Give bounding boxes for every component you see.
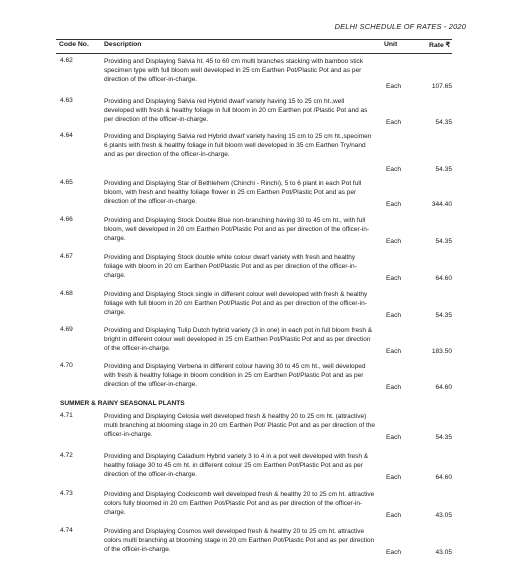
row-rate: 54.35 [435,312,452,319]
table-row [0,132,506,179]
header-rule-bottom [56,53,452,54]
row-description: Providing and Displaying Tulip Dutch hybrid variety (3 in one) in each pot in full bloom fresh & bright in different colour well developed in 25 cm Earthen Pot/Plastic Pot and as per direction of the officer-in-charge. [104,327,373,353]
row-code: 4.68 [60,290,73,297]
header-rate: Rate ₹ [429,42,450,49]
row-unit: Each [386,512,402,519]
row-description: Providing and Displaying Celosia well developed fresh & healthy 20 to 25 cm ht. (attractive) multi branching at blooming stage in 20 cm Earthen Pot/ Plastic Pot and as per direction of the officer-in-charge. [104,413,375,439]
row-rate: 43.05 [435,512,452,519]
row-rate: 54.35 [435,119,452,126]
row-unit: Each [386,384,402,391]
section-heading [0,398,506,412]
table-row [0,326,506,362]
header-description: Description [104,41,142,48]
section-title: SUMMER & RAINY SEASONAL PLANTS [60,400,185,407]
table-row [0,57,506,97]
table-row [0,290,506,326]
row-unit: Each [386,201,402,208]
document-title: DELHI SCHEDULE OF RATES - 2020 [334,22,466,31]
row-description: Providing and Displaying Salvia red Hybrid dwarf variety having 15 to 25 cm ht.,well developed with fresh & healthy foliage in full bloom in 20 cm Earthen pot /Plastic Pot and as per direction of the officer-in-charge. [104,98,368,124]
row-code: 4.70 [60,362,73,369]
row-description: Providing and Displaying Stock single in different colour well developed with fresh & healthy foliage with full bloom in 20 cm Earthen Pot/Plastic Pot and as per direction of the officer-in-charge. [104,291,368,317]
table-row [0,490,506,527]
header-code: Code No. [59,41,89,48]
row-code: 4.65 [60,179,73,186]
row-unit: Each [386,549,402,556]
table-body [0,57,506,563]
row-code: 4.69 [60,326,73,333]
row-unit: Each [386,474,402,481]
row-description: Providing and Displaying Salvia ht. 45 to 60 cm multi branches stacking with bamboo stick specimen type with full bloom well developed in 25 cm Earthen Pot/Plastic Pot and as per direction of the officer-in-charge. [104,58,364,84]
row-unit: Each [386,83,402,90]
row-unit: Each [386,238,402,245]
row-unit: Each [386,119,402,126]
row-unit: Each [386,434,402,441]
table-row [0,216,506,253]
row-unit: Each [386,166,402,173]
row-code: 4.72 [60,452,73,459]
row-rate: 54.35 [435,166,452,173]
table-row [0,179,506,216]
table-row [0,412,506,452]
row-rate: 54.35 [435,238,452,245]
table-row [0,253,506,290]
row-description: Providing and Displaying Verbena in different colour having 30 to 45 cm ht., well developed with fresh & healthy foliage in bloom condition in 25 cm Earthen Pot/Plastic Pot and as per direction of the officer-in-charge. [104,363,366,389]
table-header [56,40,452,53]
row-unit: Each [386,312,402,319]
row-unit: Each [386,348,402,355]
row-unit: Each [386,275,402,282]
row-description: Providing and Displaying Salvia red Hybrid dwarf variety having 15 cm to 25 cm ht.,specimen 6 plants with fresh & healthy foliage in full bloom well developed in 35 cm Earthen Try/nand and as per direction of the officer-in-charge. [104,133,372,159]
row-code: 4.66 [60,216,73,223]
row-rate: 64.60 [435,474,452,481]
row-code: 4.62 [60,57,73,64]
row-description: Providing and Displaying Star of Bethlehem (Chinchi - Rinchi), 5 to 6 plant in each Pot full bloom, with fresh and healthy foliage flower in 25 cm Earthen Pot/Plastic Pot and as per direction of the officer-in-charge. [104,180,362,206]
row-code: 4.73 [60,490,73,497]
row-rate: 54.35 [435,434,452,441]
row-rate: 107.65 [431,83,452,90]
row-description: Providing and Displaying Cosmos well developed fresh & healthy 20 to 25 cm ht. attractive colors multi branching at blooming stage in 20 cm Earthen Pot/Plastic Pot and as per direction of the officer-in-charge. [104,528,375,554]
row-description: Providing and Displaying Stock Double Blue non-branching having 30 to 45 cm ht., with full bloom, well developed in 20 cm Earthen Pot/Plastic Pot and as per direction of the officer-in-charge. [104,217,370,243]
table-row [0,97,506,132]
row-rate: 344.40 [431,201,452,208]
row-code: 4.71 [60,412,73,419]
header-unit: Unit [384,41,398,48]
table-row [0,527,506,563]
row-rate: 64.60 [435,384,452,391]
row-code: 4.74 [60,527,73,534]
row-rate: 43.05 [435,549,452,556]
row-description: Providing and Displaying Stock double white colour dwarf variety with fresh and healthy foliage with bloom in 20 cm Earthen Pot/Plastic Pot and as per direction of the officer-in-charge. [104,254,357,280]
row-description: Providing and Displaying Caladium Hybrid variety 3 to 4 in a pot well developed with fresh & healthy foliage 30 to 45 cm ht. in different colour 25 cm Earthen Pot/Plastic Pot and as per direction of the officer-in-charge. [104,453,369,479]
table-row [0,452,506,490]
row-description: Providing and Displaying Cockscomb well developed fresh & healthy 20 to 25 cm ht. attractive colors fully bloomed in 20 cm Earthen Pot/Plastic Pot and as per direction of the officer-in-charge. [104,491,375,517]
row-rate: 183.50 [431,348,452,355]
row-rate: 64.60 [435,275,452,282]
row-code: 4.67 [60,253,73,260]
row-code: 4.64 [60,132,73,139]
row-code: 4.63 [60,97,73,104]
table-row [0,362,506,398]
